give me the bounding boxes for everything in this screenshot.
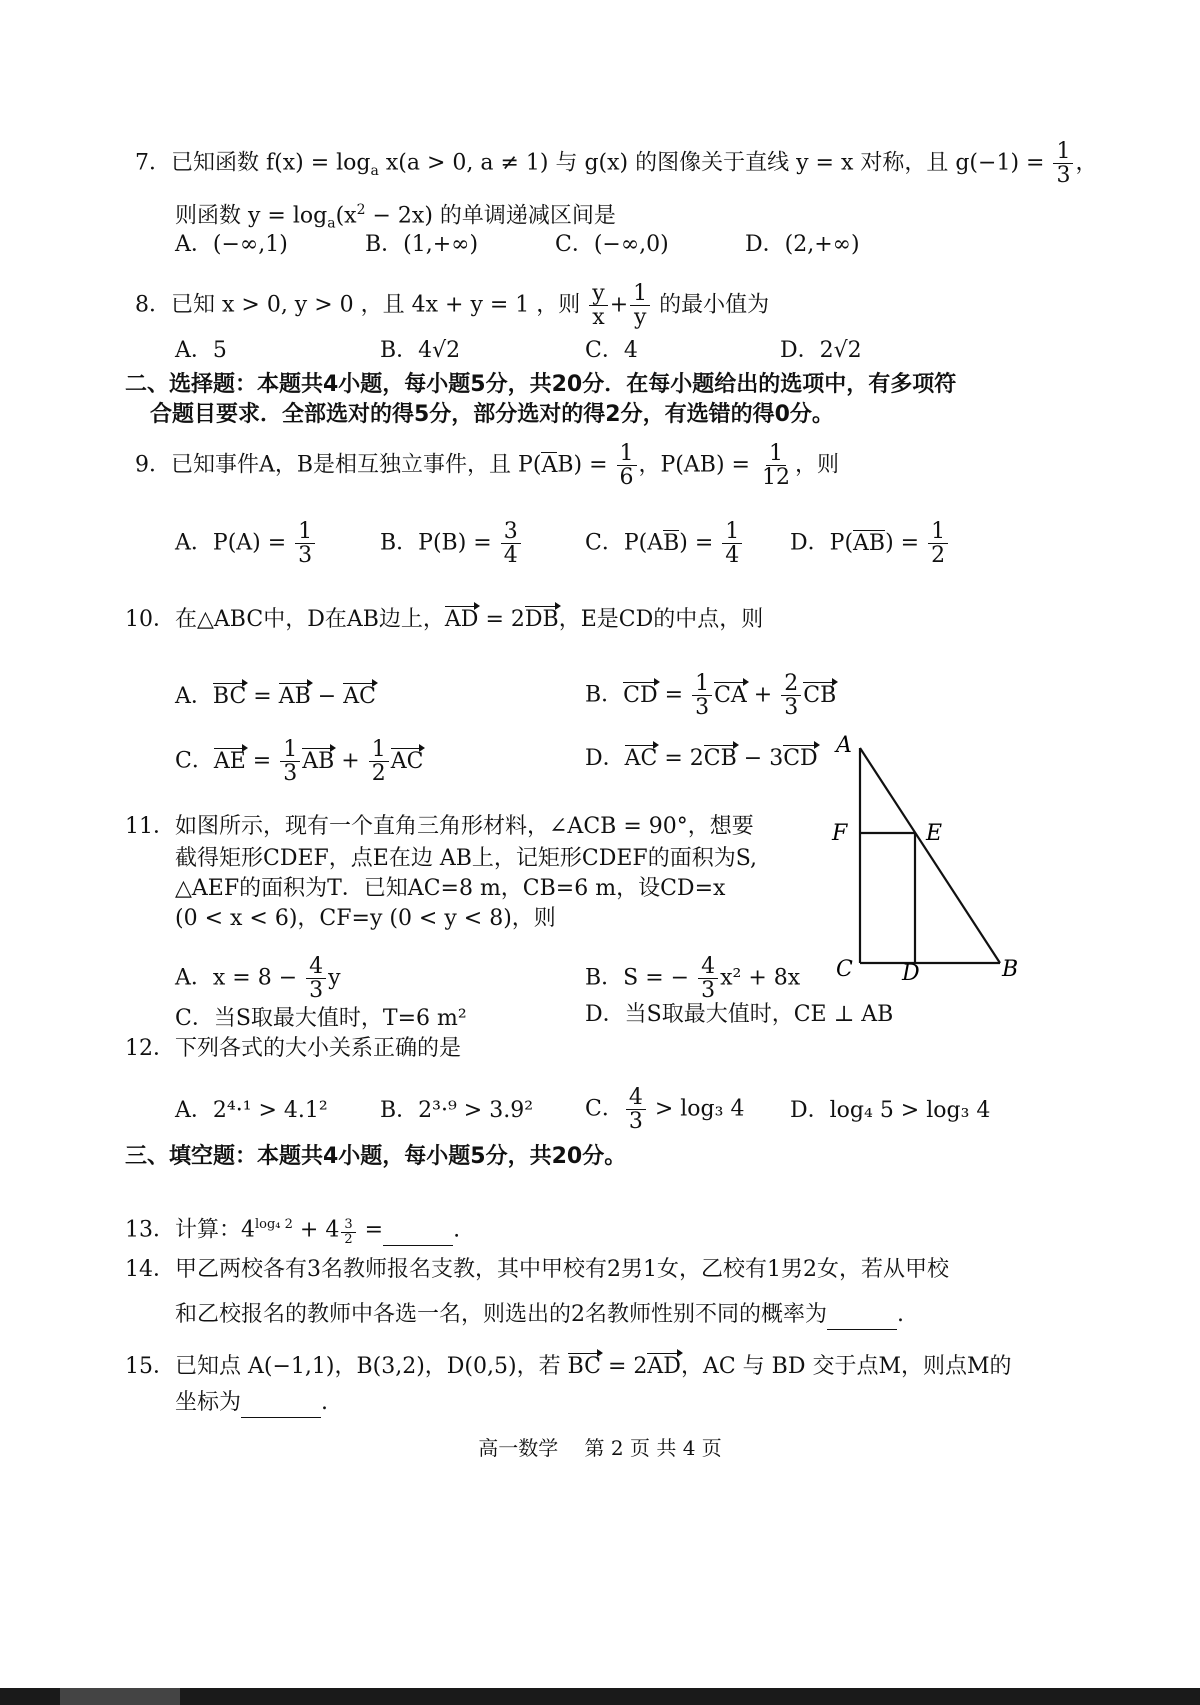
q11-optA-frac [306, 955, 326, 1002]
frac-num: 1 [295, 520, 315, 544]
frac-den: 3 [298, 543, 313, 569]
frac-den: 3 [701, 978, 716, 1004]
q8-option-c: C．4 [585, 338, 638, 363]
q9-optD-text: D．P( [790, 530, 854, 556]
q7-text-2: x(a > 0, a ≠ 1) 与 g(x) 的图像关于直线 y = x 对称，且 g(−1) = [378, 150, 1052, 176]
vector: CD [783, 746, 818, 771]
q9-optA-text: A．P(A) = [175, 530, 294, 556]
q10-line [125, 605, 763, 635]
q7-option-c: C．(−∞,0) [555, 232, 669, 257]
q11-option-a [175, 955, 341, 1002]
frac-num: 1 [692, 672, 712, 696]
vector: CA [714, 682, 747, 708]
eq: = [245, 748, 279, 774]
right-triangle-figure [820, 730, 1030, 990]
frac-num: 1 [766, 442, 786, 466]
q8-text-2: 的最小值为 [652, 292, 770, 318]
frac-den: 12 [761, 465, 790, 491]
frac [781, 672, 801, 719]
option-label: C． [175, 748, 214, 774]
frac-num: 2 [781, 672, 801, 696]
q7-line2-text: 则函数 y = log [175, 203, 328, 229]
eq: = 2 [657, 746, 704, 771]
q7-line2-sup: 2 [356, 202, 366, 218]
q8-plus: + [609, 292, 629, 318]
q9-option-b [380, 520, 523, 567]
q14-line2 [175, 1300, 904, 1330]
q13-period: . [453, 1217, 461, 1243]
q12-option-b: B．2³·⁹ > 3.9² [380, 1098, 534, 1123]
frac-den: 4 [725, 543, 740, 569]
frac-den: 2 [931, 543, 946, 569]
frac-den: 3 [283, 761, 298, 787]
frac-num: 1 [928, 520, 948, 544]
q7-comma: ， [1075, 150, 1098, 176]
q11-line2: 截得矩形CDEF，点E在边 AB上，记矩形CDEF的面积为S, [175, 846, 757, 871]
q9-optC-bar: B [663, 530, 680, 556]
q7-sub: a [370, 162, 379, 179]
vector: AE [213, 748, 246, 774]
frac-den: 3 [784, 695, 799, 721]
frac-num: 1 [630, 282, 650, 306]
q8-line [135, 282, 769, 329]
op: + [334, 748, 367, 774]
q11-line3: △AEF的面积为T．已知AC=8 m，CB=6 m，设CD=x [175, 876, 726, 901]
q8-fraction-2 [630, 282, 650, 329]
q11-line4: (0 < x < 6)，CF=y (0 < y < 8)，则 [175, 906, 556, 931]
q15-text: 已知点 A(−1,1)，B(3,2)，D(0,5)，若 [175, 1354, 568, 1379]
eq: = [246, 684, 279, 709]
option-label: D． [585, 746, 625, 771]
q13-number: 13． [125, 1217, 175, 1243]
label-d: D [902, 961, 920, 986]
frac-num: 4 [698, 955, 718, 979]
q15-text-2: 坐标为 [175, 1390, 242, 1415]
frac-den: 4 [503, 543, 518, 569]
q9-number: 9． [135, 452, 171, 478]
q10-vector-1: AD [444, 607, 479, 632]
page-footer: 高一数学 第 2 页 共 4 页 [478, 1436, 722, 1460]
frac-num: 1 [369, 738, 389, 762]
section-2-heading-line2: 合题目要求．全部选对的得5分，部分选对的得2分，有选错的得0分。 [150, 402, 834, 427]
q14-period: . [897, 1302, 904, 1327]
frac-den: 2 [371, 761, 386, 787]
vector: AC [343, 684, 376, 709]
q8-option-b: B．4√2 [380, 338, 461, 363]
q11-option-c: C．当S取最大值时，T=6 m² [175, 1006, 467, 1031]
q11-number: 11． [125, 814, 175, 839]
q12-optC-frac [626, 1086, 646, 1133]
q10-option-d [585, 744, 818, 774]
q9-text-d: ，则 [794, 452, 839, 478]
q9-option-c [585, 520, 744, 567]
q10-option-c [175, 738, 423, 785]
q14-answer-blank[interactable] [827, 1307, 897, 1330]
q15-text-b: ，AC 与 BD 交于点M，则点M的 [680, 1354, 1012, 1379]
q9-a-bar: A [541, 452, 558, 478]
q8-option-a: A．5 [175, 338, 227, 363]
q7-line1 [135, 140, 1097, 187]
q9-text-b: B) = [557, 452, 615, 478]
q12-number: 12． [125, 1036, 175, 1061]
q11-text-1: 如图所示，现有一个直角三角形材料，∠ACB = 90°，想要 [175, 814, 754, 839]
label-a: A [836, 733, 852, 758]
vector: AB [278, 684, 311, 709]
q15-answer-blank[interactable] [241, 1395, 321, 1418]
frac-den: 3 [309, 978, 324, 1004]
q9-optD-bar: AB [853, 530, 886, 556]
q12-option-c [585, 1086, 744, 1133]
q13-eq: = [357, 1217, 384, 1243]
frac-den: 2 [344, 1231, 353, 1247]
q15-line1 [125, 1352, 1012, 1382]
q8-number: 8． [135, 292, 171, 318]
frac [369, 738, 389, 785]
q8-text: 已知 x > 0, y > 0 ，且 4x + y = 1 ，则 [171, 292, 588, 318]
q11-optA-text: A．x = 8 − [175, 965, 305, 991]
q9-optD-frac [928, 520, 948, 567]
op: − [310, 684, 344, 709]
q13-text-b: + 4 [292, 1217, 340, 1243]
q14-number: 14． [125, 1257, 175, 1282]
frac-num: 1 [1053, 140, 1073, 164]
vector: CB [703, 746, 737, 771]
q14-text-2: 和乙校报名的教师中各选一名，则选出的2名教师性别不同的概率为 [175, 1302, 827, 1327]
q11-optB-text: B．S = − [585, 965, 697, 991]
q7-number: 7． [135, 150, 171, 176]
vector: AC [390, 748, 424, 774]
q11-option-d: D．当S取最大值时，CE ⊥ AB [585, 1002, 894, 1027]
q10-text-b: ，E是CD的中点，则 [558, 607, 764, 632]
q13-exponent: log₄ 2 [255, 1217, 293, 1232]
q9-fraction-2 [759, 442, 793, 489]
frac-den: 3 [695, 695, 710, 721]
q9-fraction-1 [617, 442, 637, 489]
scan-bottom-edge [0, 1688, 1200, 1705]
q13-exponent-frac [341, 1218, 355, 1246]
frac-num: 4 [626, 1086, 646, 1110]
q11-optB-var: x² + 8x [720, 965, 801, 991]
q9-line [135, 442, 839, 489]
frac-num: 3 [341, 1218, 355, 1233]
frac-den: 3 [1056, 163, 1071, 189]
frac-num: 1 [617, 442, 637, 466]
eq: = [657, 682, 691, 708]
vector: AC [624, 746, 658, 771]
q12-text: 下列各式的大小关系正确的是 [175, 1036, 462, 1061]
q15-number: 15． [125, 1354, 175, 1379]
frac-num: 1 [280, 738, 300, 762]
vector: BC [212, 684, 247, 709]
q11-line1 [125, 812, 754, 842]
q7-line2-text-c: − 2x) 的单调递减区间是 [365, 203, 616, 229]
vector: CD [623, 682, 658, 708]
q8-option-d: D．2√2 [780, 338, 862, 363]
option-label: B． [585, 682, 624, 708]
q7-fraction [1053, 140, 1073, 187]
q9-optD-text-b: ) = [885, 530, 927, 556]
frac-den: 6 [619, 465, 634, 491]
q10-eq: = 2 [478, 607, 525, 632]
op: − 3 [736, 746, 784, 771]
q14-text-1: 甲乙两校各有3名教师报名支教，其中甲校有2男1女，乙校有1男2女，若从甲校 [175, 1257, 949, 1282]
q7-line2-sub: a [327, 215, 336, 232]
label-f: F [832, 821, 848, 846]
label-b: B [1002, 957, 1019, 982]
vector: CB [803, 682, 837, 708]
q9-optB-frac [501, 520, 521, 567]
q12-option-d: D．log₄ 5 > log₃ 4 [790, 1098, 991, 1123]
q15-vector-2: AD [647, 1354, 681, 1379]
q12-optC-text: > log₃ 4 [647, 1096, 745, 1122]
q11-option-b [585, 955, 800, 1002]
option-label: A． [175, 684, 213, 709]
frac-num: 3 [501, 520, 521, 544]
q11-optA-var: y [328, 965, 341, 991]
frac-num: 4 [306, 955, 326, 979]
frac [280, 738, 300, 785]
q9-option-d [790, 520, 950, 567]
frac-den: 3 [628, 1109, 643, 1135]
q15-eq: = 2 [601, 1354, 648, 1379]
q13-answer-blank[interactable] [383, 1223, 453, 1246]
q10-vector-2: DB [524, 607, 559, 632]
q9-optA-frac [295, 520, 315, 567]
q9-text-c: ，P(AB) = [638, 452, 757, 478]
q9-text: 已知事件A，B是相互独立事件，且 P( [171, 452, 542, 478]
q9-optB-text: B．P(B) = [380, 530, 499, 556]
frac-num: y [589, 282, 607, 306]
q8-fraction-1 [589, 282, 607, 329]
q14-line1 [125, 1255, 949, 1285]
q10-option-b [585, 672, 836, 719]
vector: AB [302, 748, 335, 774]
q9-option-a [175, 520, 317, 567]
q15-vector-1: BC [567, 1354, 601, 1379]
side-ab [860, 748, 1000, 963]
q7-line2-text-b: (x [335, 203, 357, 229]
label-c: C [836, 957, 853, 982]
q7-option-a: A．(−∞,1) [175, 232, 288, 257]
q10-option-a [175, 682, 376, 712]
q13-text: 计算：4 [175, 1217, 255, 1243]
q10-text: 在△ABC中，D在AB边上， [175, 607, 445, 632]
q12-line [125, 1034, 461, 1064]
section-3-heading: 三、填空题：本题共4小题，每小题5分，共20分。 [125, 1144, 627, 1169]
op: + [746, 682, 780, 708]
q7-text: 已知函数 f(x) = log [171, 150, 371, 176]
q12-optC-label: C． [585, 1096, 624, 1122]
q13-line [125, 1210, 460, 1246]
section-2-heading: 二、选择题：本题共4小题，每小题5分，共20分．在每小题给出的选项中，有多项符 [125, 372, 957, 397]
frac [692, 672, 712, 719]
frac-den: x [592, 305, 605, 331]
q9-optC-text: C．P(A [585, 530, 664, 556]
frac-num: 1 [722, 520, 742, 544]
q15-line2 [175, 1388, 328, 1418]
q11-optB-frac [698, 955, 718, 1002]
q7-option-b: B．(1,+∞) [365, 232, 479, 257]
label-e: E [926, 821, 943, 846]
frac-den: y [633, 305, 647, 331]
q7-option-d: D．(2,+∞) [745, 232, 860, 257]
q10-number: 10． [125, 607, 175, 632]
q9-optC-text-b: ) = [679, 530, 721, 556]
q15-period: . [321, 1390, 329, 1415]
q9-optC-frac [722, 520, 742, 567]
q12-option-a: A．2⁴·¹ > 4.1² [175, 1098, 328, 1123]
